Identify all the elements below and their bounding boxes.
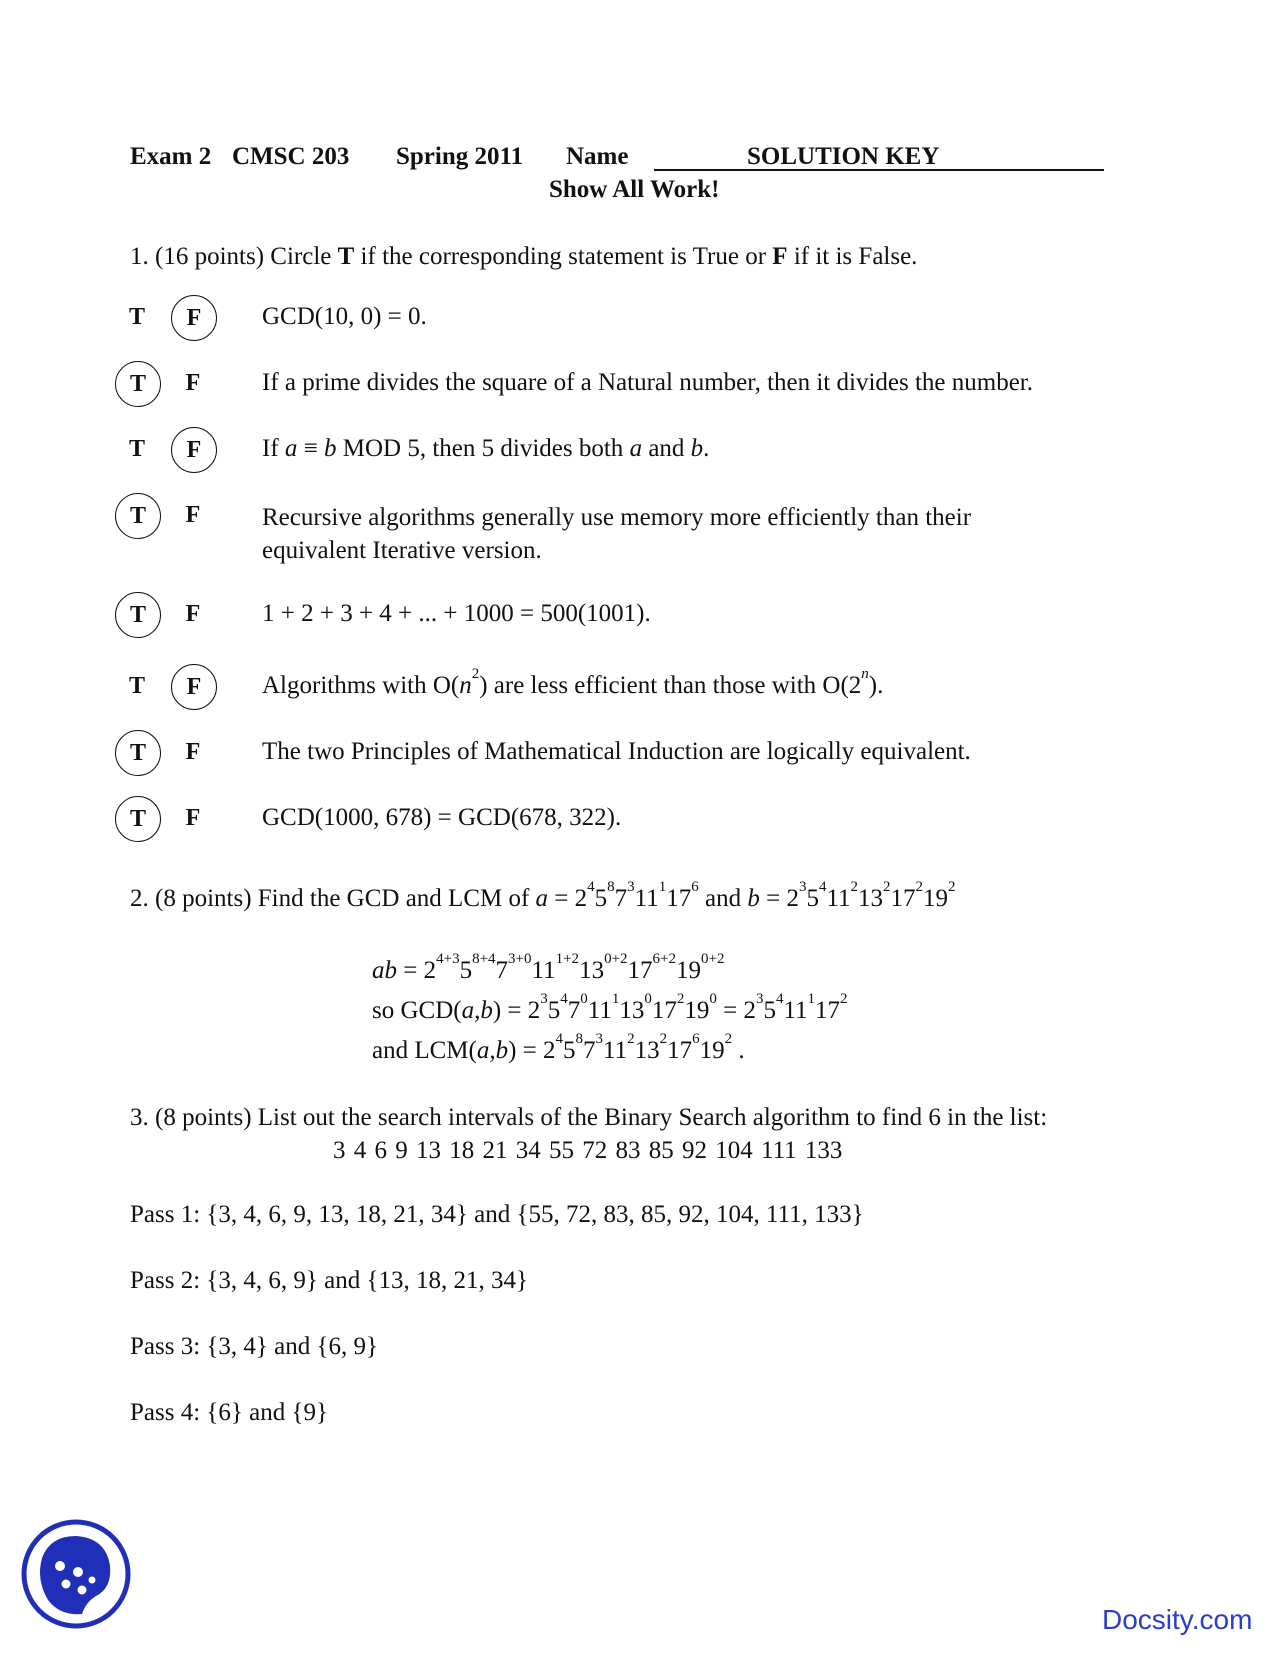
- true-marker-circled[interactable]: T: [115, 796, 161, 842]
- statement-2: If a prime divides the square of a Natural number, then it divides the number.: [262, 369, 1033, 396]
- pass-4: Pass 4: {6} and {9}: [130, 1399, 328, 1426]
- true-marker-circled[interactable]: T: [115, 592, 161, 638]
- statement-8: GCD(1000, 678) = GCD(678, 322).: [262, 804, 622, 831]
- q2-prompt: 2. (8 points) Find the GCD and LCM of $a = 2^45^87^311^117^6$ and $b = 2^35^411^213^217^219^2$: [130, 879, 956, 912]
- statement-1: GCD(10, 0) = 0.: [262, 303, 427, 330]
- true-marker[interactable]: T: [128, 304, 145, 330]
- q1-prompt: 1. (16 points) Circle T if the corresponding statement is True or F if it is False.: [130, 243, 918, 270]
- true-marker-circled[interactable]: T: [115, 493, 161, 539]
- pass-2: Pass 2: {3, 4, 6, 9} and {13, 18, 21, 34}: [130, 1267, 528, 1294]
- statement-5: 1 + 2 + 3 + 4 + ... + 1000 = 500(1001).: [262, 600, 651, 627]
- false-marker[interactable]: F: [185, 502, 201, 528]
- pass-1: Pass 1: {3, 4, 6, 9, 13, 18, 21, 34} and {55, 72, 83, 85, 92, 104, 111, 133}: [130, 1201, 864, 1228]
- false-marker[interactable]: F: [185, 370, 201, 396]
- name-value: SOLUTION KEY: [747, 143, 940, 170]
- factorization-a: $2^45^87^311^117^6$: [574, 879, 699, 912]
- statement-4: Recursive algorithms generally use memory more efficiently than their equivalent Iterative version.: [262, 504, 972, 564]
- name-label: Name: [566, 143, 629, 170]
- search-list: 3 4 6 9 13 18 21 34 55 72 83 85 92 104 111 133: [333, 1137, 843, 1164]
- pass-3: Pass 3: {3, 4} and {6, 9}: [130, 1333, 378, 1360]
- ab-line: ab = $2^{4+3}5^{8+4}7^{3+0}11^{1+2}13^{0+2}17^{6+2}19^{0+2}$: [372, 951, 725, 984]
- exam-number: Exam 2: [130, 143, 212, 170]
- true-marker[interactable]: T: [128, 673, 145, 699]
- gcd-line: so $GCD(a,b) = 2^35^47^011^113^017^219^0 = 2^35^411^117^2$: [372, 991, 848, 1024]
- statement-7: The two Principles of Mathematical Induction are logically equivalent.: [262, 738, 971, 765]
- false-marker[interactable]: F: [185, 601, 201, 627]
- brand-name[interactable]: Docsity.com: [1102, 1604, 1253, 1635]
- statement-6: Algorithms with $O(n^2)$ are less efficient than those with O(2$^n$).: [262, 666, 884, 699]
- docsity-logo-icon: [20, 1518, 132, 1630]
- term: Spring 2011: [396, 143, 524, 170]
- false-marker-circled[interactable]: F: [171, 295, 217, 341]
- lcm-line: and $LCM(a,b) = 2^45^87^311^213^217^619^2$ .: [372, 1031, 745, 1064]
- factorization-b: $2^35^411^213^217^219^2$: [786, 879, 956, 912]
- true-marker-circled[interactable]: T: [115, 361, 161, 407]
- course-code: CMSC 203: [232, 143, 350, 170]
- false-marker[interactable]: F: [185, 739, 201, 765]
- q3-prompt: 3. (8 points) List out the search intervals of the Binary Search algorithm to find 6 in the list:: [130, 1104, 1048, 1131]
- instruction: Show All Work!: [549, 176, 720, 203]
- false-marker-circled[interactable]: F: [171, 664, 217, 710]
- true-marker[interactable]: T: [128, 436, 145, 462]
- true-marker-circled[interactable]: T: [115, 730, 161, 776]
- false-marker[interactable]: F: [185, 805, 201, 831]
- false-marker-circled[interactable]: F: [171, 427, 217, 473]
- statement-3: If a ≡ b MOD 5, then 5 divides both a and b.: [262, 435, 710, 462]
